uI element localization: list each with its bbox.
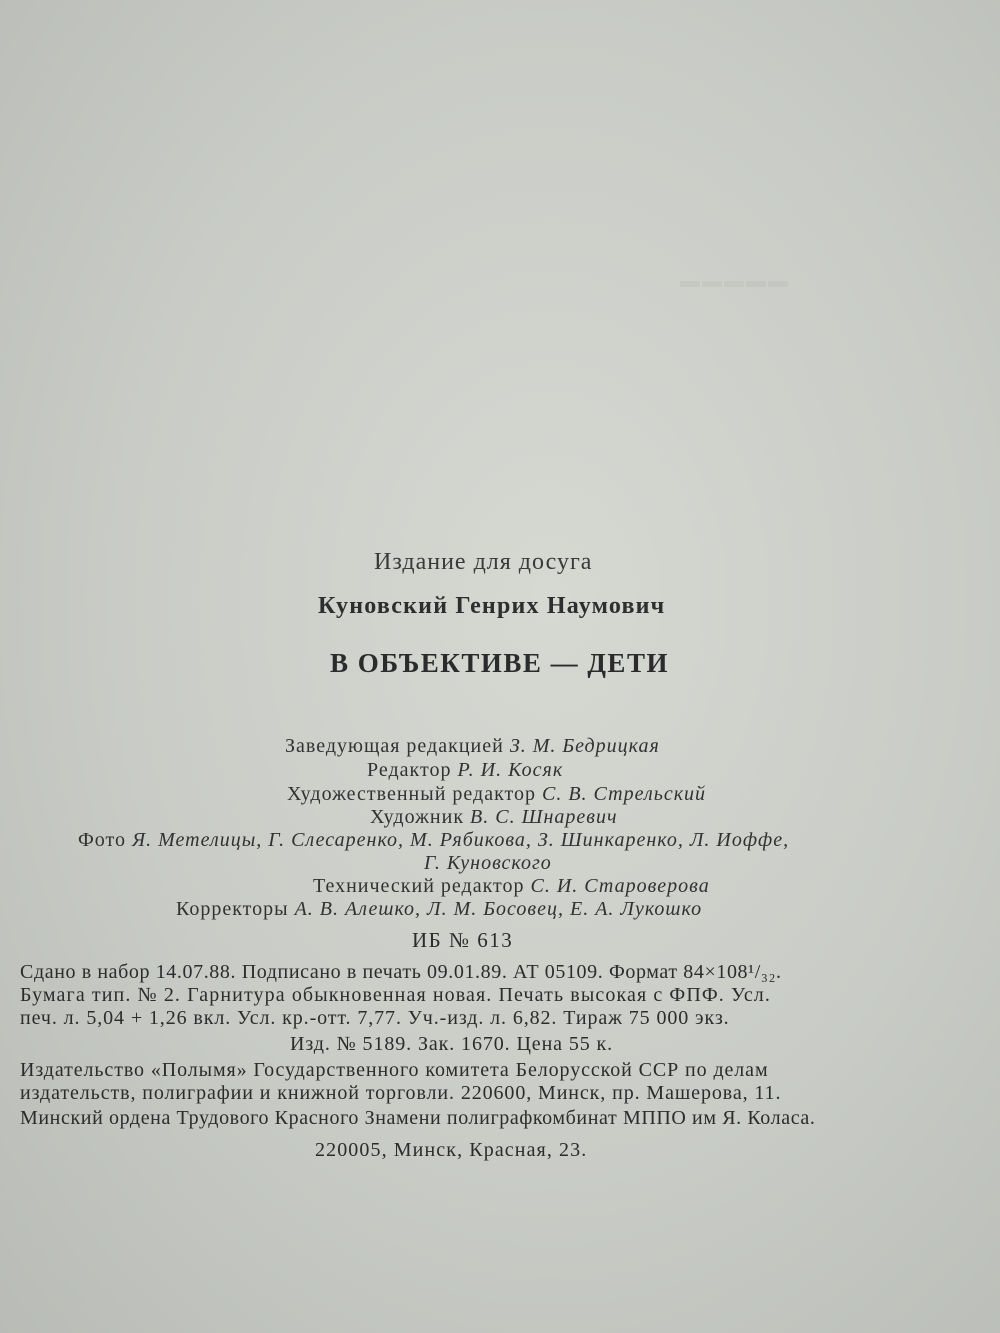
printer-line-2: 220005, Минск, Красная, 23. (315, 1139, 588, 1161)
credit-role: Фото (78, 829, 127, 851)
credit-name: С. И. Староверова (530, 875, 710, 897)
credit-name: Я. Метелицы, Г. Слесаренко, М. Рябикова, З. Шинкаренко, Л. Иоффе, (132, 829, 790, 851)
credit-name: В. С. Шнаревич (470, 806, 618, 828)
credit-role: Художник (370, 806, 465, 828)
bleed-through-text: ▬▬▬▬▬ (680, 270, 790, 292)
series-label: Издание для досуга (374, 549, 593, 575)
author-name: Куновский Генрих Наумович (318, 593, 666, 619)
credit-name: А. В. Алешко, Л. М. Босовец, Е. А. Лукошко (294, 898, 703, 920)
imprint-line-3: печ. л. 5,04 + 1,26 вкл. Усл. кр.-отт. 7,77. Уч.-изд. л. 6,82. Тираж 75 000 экз. (20, 1007, 730, 1029)
credit-photo-continued (424, 853, 552, 873)
credit-tech-editor (313, 876, 710, 896)
credit-name: Г. Куновского (424, 852, 552, 874)
publisher-line-2: издательств, полиграфии и книжной торговли. 220600, Минск, пр. Машерова, 11. (20, 1082, 782, 1104)
credit-role: Редактор (367, 759, 452, 781)
credit-role: Технический редактор (313, 875, 525, 897)
credit-role: Корректоры (176, 898, 289, 920)
publisher-line-1: Издательство «Полымя» Государственного комитета Белорусской ССР по делам (20, 1059, 769, 1081)
credit-role: Заведующая редакцией (285, 735, 504, 757)
imprint-line-4: Изд. № 5189. Зак. 1670. Цена 55 к. (290, 1033, 614, 1055)
ib-number: ИБ № 613 (412, 928, 514, 952)
credit-name: З. М. Бедрицкая (509, 735, 660, 757)
credit-art-editor (287, 784, 706, 804)
credit-proofreaders (176, 899, 702, 919)
imprint-line-1: Сдано в набор 14.07.88. Подписано в печать 09.01.89. АТ 05109. Формат 84×108¹/₃₂. (20, 961, 782, 983)
credit-photo (78, 830, 789, 850)
credit-editor (367, 760, 563, 780)
credit-artist (370, 807, 617, 827)
credit-head-editor (285, 736, 660, 756)
credit-name: Р. И. Косяк (457, 759, 564, 781)
printer-line-1: Минский ордена Трудового Красного Знамени полиграфкомбинат МППО им Я. Коласа. (20, 1107, 816, 1129)
imprint-line-2: Бумага тип. № 2. Гарнитура обыкновенная новая. Печать высокая с ФПФ. Усл. (20, 984, 771, 1006)
credit-role: Художественный редактор (287, 783, 536, 805)
credit-name: С. В. Стрельский (542, 783, 707, 805)
book-title: В ОБЪЕКТИВЕ — ДЕТИ (330, 648, 669, 678)
